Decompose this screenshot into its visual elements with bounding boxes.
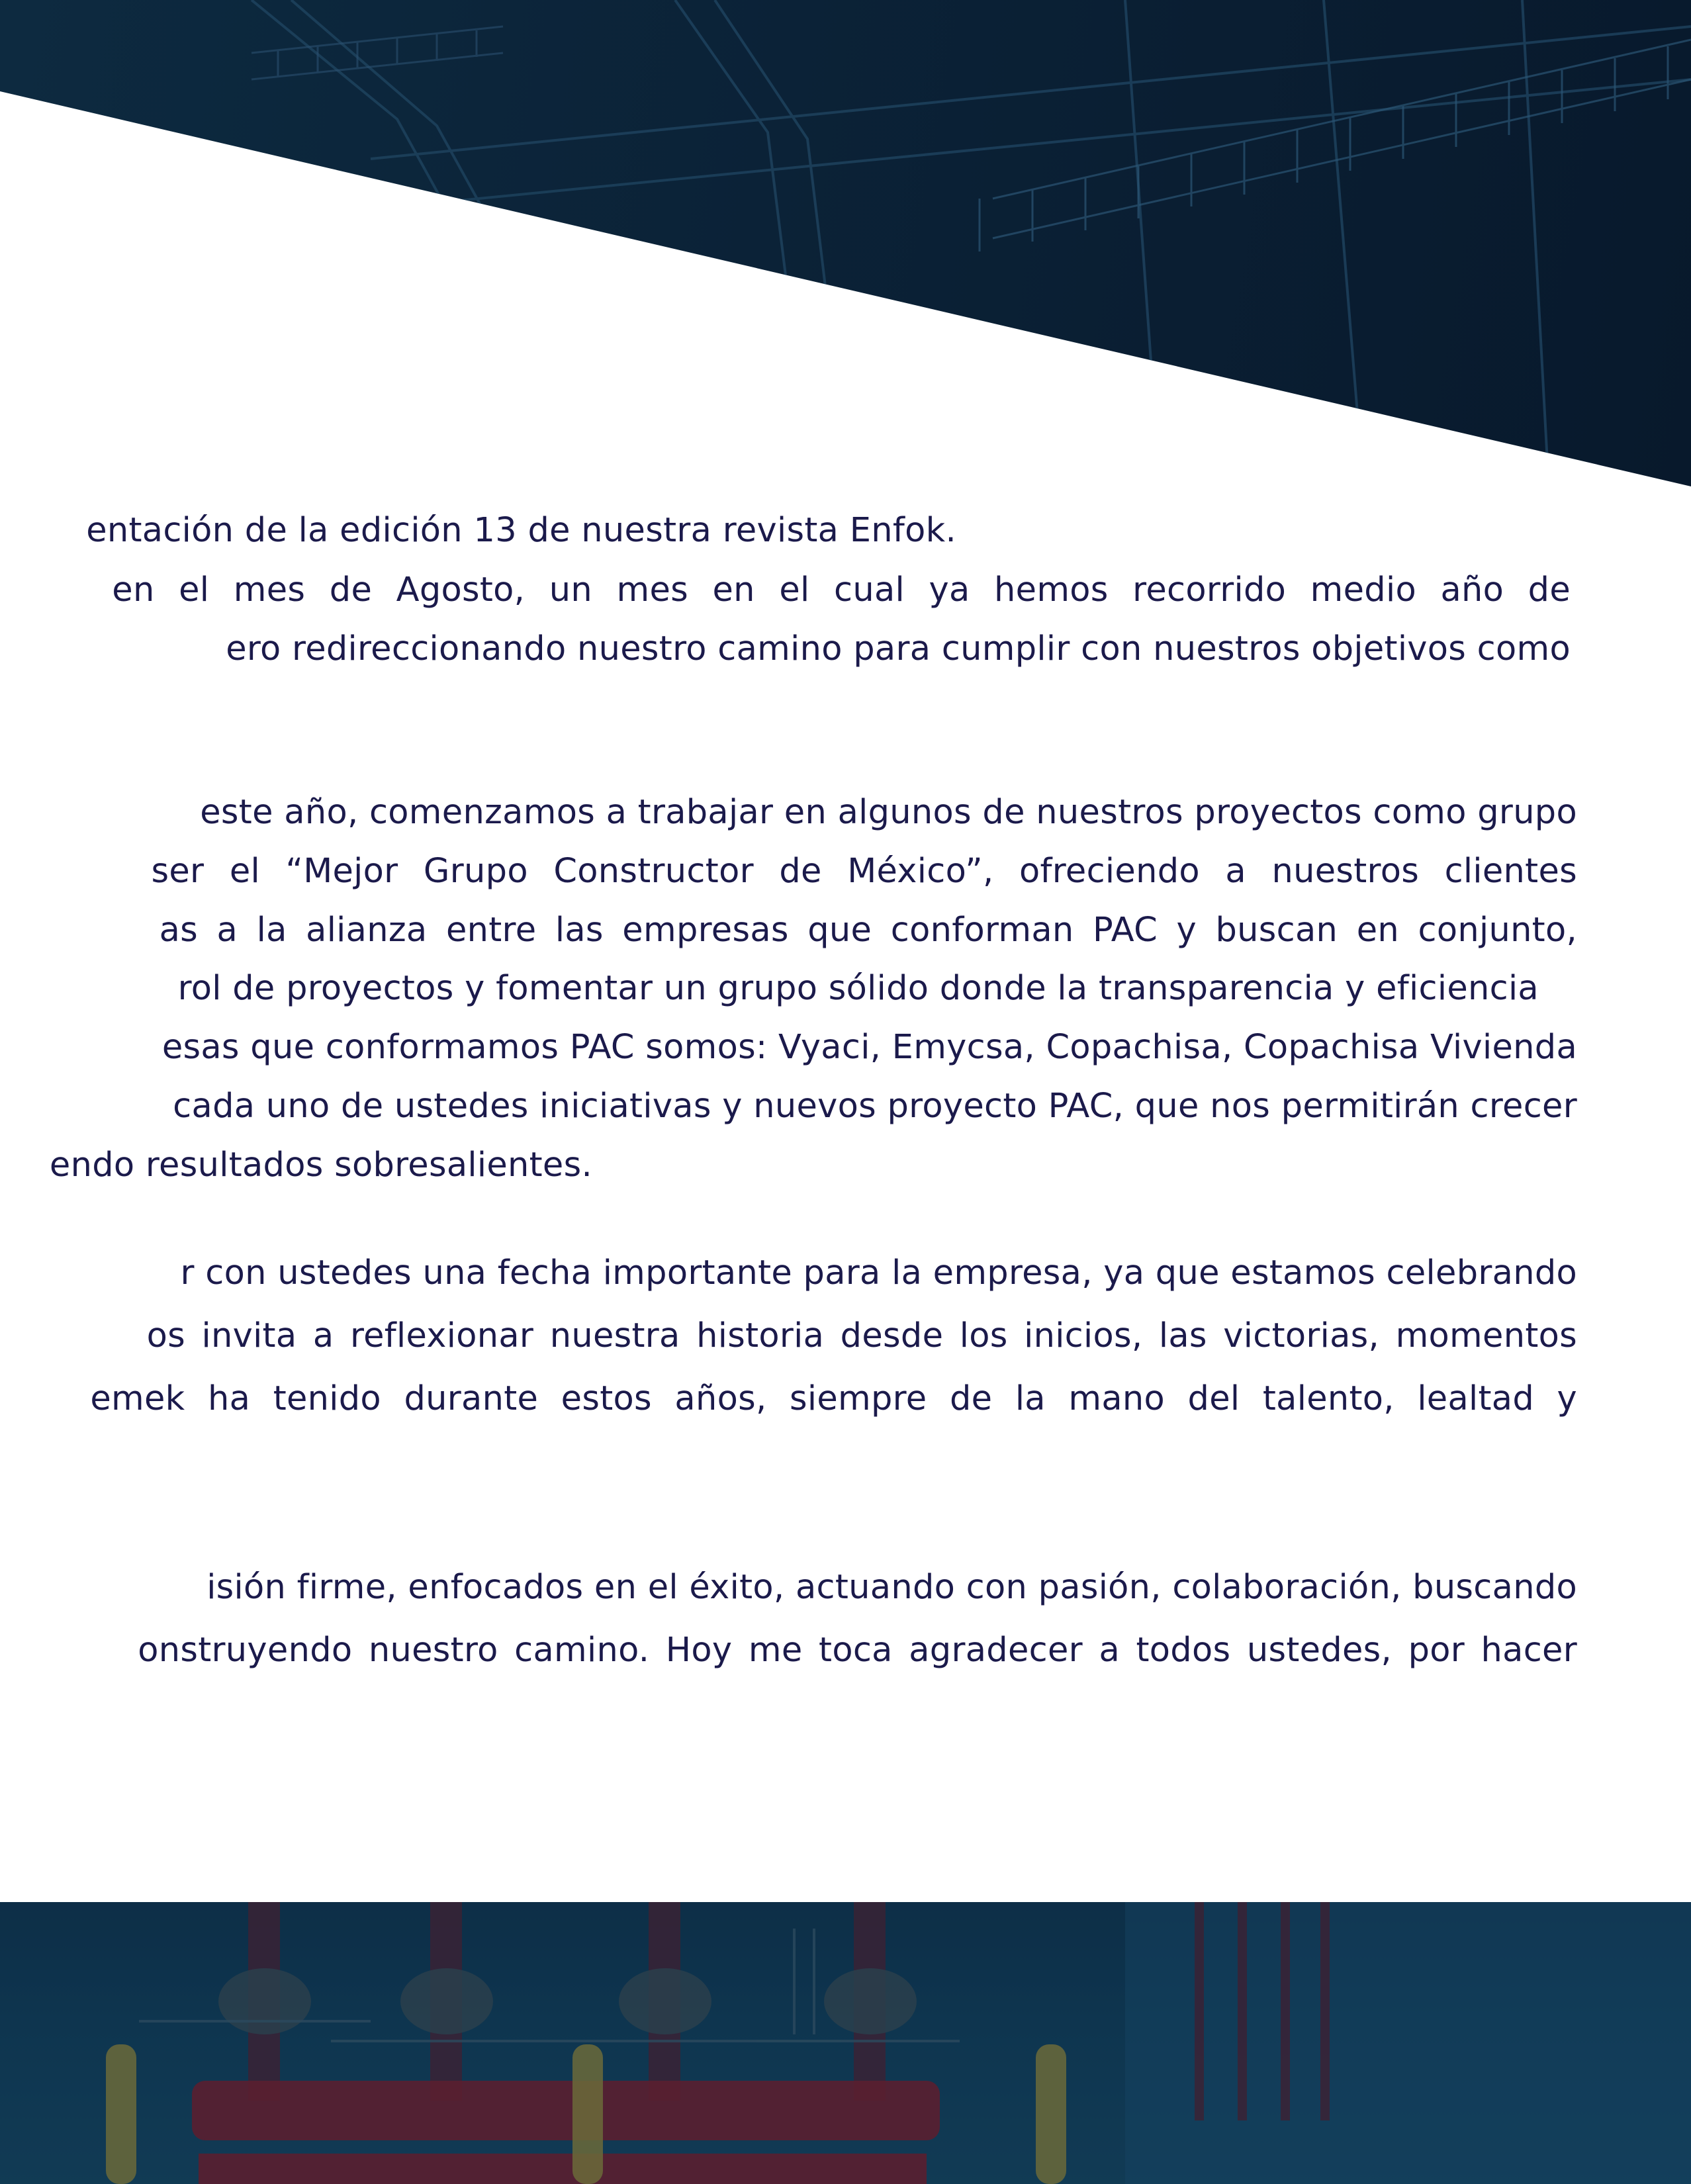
letter-line: este año, comenzamos a trabajar en algunos de nuestros proyectos como grupo	[200, 793, 1577, 832]
letter-line: en el mes de Agosto, un mes en el cual ya hemos recorrido medio año de	[112, 570, 1571, 610]
letter-line: emek ha tenido durante estos años, siempre de la mano del talento, lealtad y	[90, 1379, 1577, 1418]
bottom-band-photo	[0, 1902, 1691, 2184]
letter-line: onstruyendo nuestro camino. Hoy me toca agradecer a todos ustedes, por hacer	[138, 1631, 1577, 1670]
letter-line: os invita a reflexionar nuestra historia desde los inicios, las victorias, momentos	[146, 1316, 1577, 1355]
letter-line: ser el “Mejor Grupo Constructor de México”, ofreciendo a nuestros clientes	[151, 852, 1577, 891]
letter-line: isión firme, enfocados en el éxito, actuando con pasión, colaboración, buscando	[206, 1568, 1577, 1607]
fire-pump-pipes-icon	[0, 1902, 1691, 2184]
letter-line: rol de proyectos y fomentar un grupo sólido donde la transparencia y eficiencia	[177, 969, 1539, 1008]
letter-line: endo resultados sobresalientes.	[49, 1146, 592, 1185]
letter-line: as a la alianza entre las empresas que conforman PAC y buscan en conjunto,	[159, 911, 1577, 950]
letter-line: ero redireccionando nuestro camino para cumplir con nuestros objetivos como	[226, 629, 1571, 668]
letter-line: cada uno de ustedes iniciativas y nuevos proyecto PAC, que nos permitirán crecer	[173, 1087, 1577, 1126]
letter-line: r con ustedes una fecha importante para la empresa, ya que estamos celebrando	[180, 1253, 1577, 1293]
letter-line: entación de la edición 13 de nuestra revista Enfok.	[86, 511, 956, 550]
letter-line: esas que conformamos PAC somos: Vyaci, Emycsa, Copachisa, Copachisa Vivienda	[161, 1028, 1577, 1067]
